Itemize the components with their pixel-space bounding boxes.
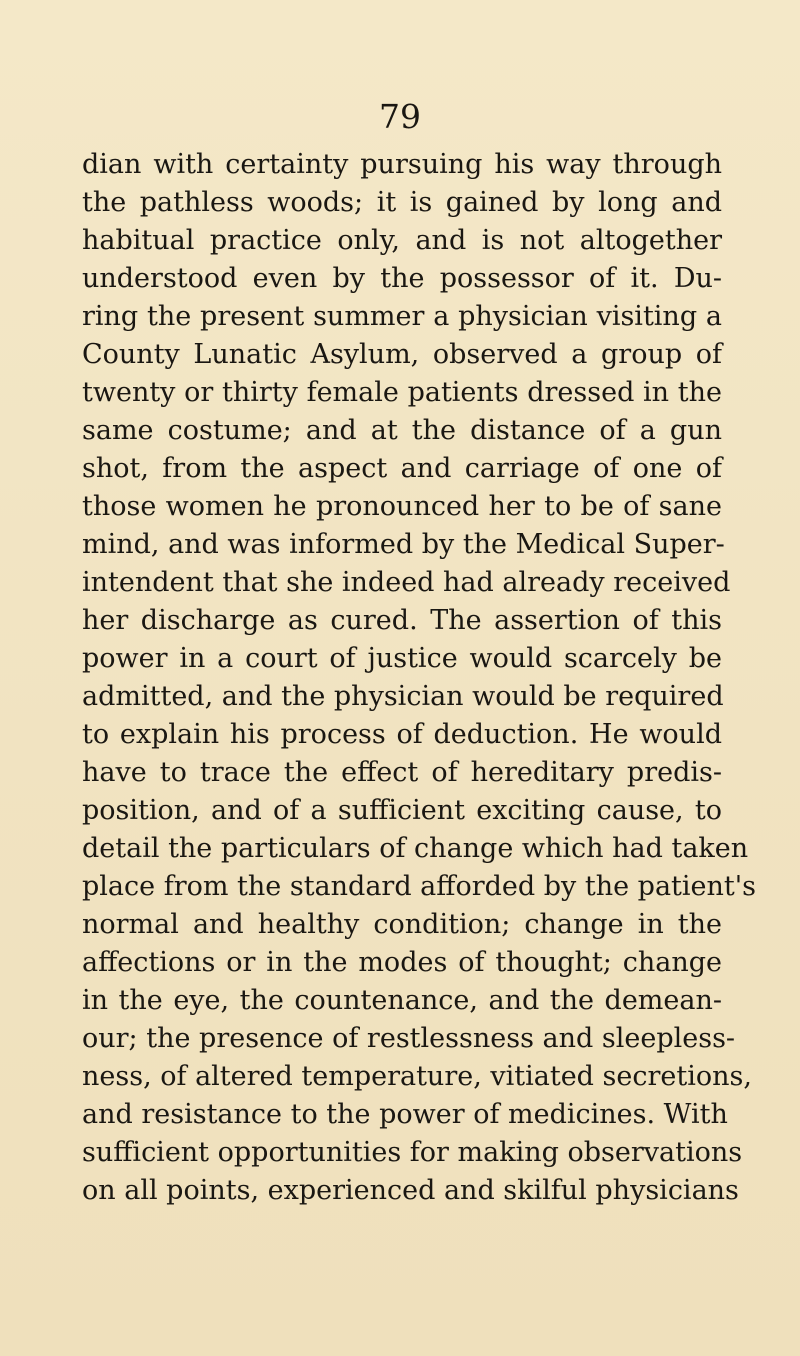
text-line: ring the present summer a physician visiting a (82, 301, 722, 332)
text-line: detail the particulars of change which had taken (82, 833, 749, 864)
text-line: affections or in the modes of thought; change (82, 947, 722, 978)
text-line: to explain his process of deduction. He would (82, 719, 722, 750)
text-line: ness, of altered temperature, vitiated secretions, (82, 1061, 752, 1092)
text-line: her discharge as cured. The assertion of this (82, 605, 722, 636)
text-line: dian with certainty pursuing his way through (82, 149, 722, 180)
page-number: 79 (379, 97, 421, 136)
text-line: normal and healthy condition; change in the (82, 909, 722, 940)
text-line: intendent that she indeed had already received (82, 567, 731, 598)
text-line: on all points, experienced and skilful physicians (82, 1175, 739, 1206)
text-line: sufficient opportunities for making observations (82, 1137, 743, 1168)
text-line: those women he pronounced her to be of sane (82, 491, 722, 522)
text-line: same costume; and at the distance of a gun (82, 415, 722, 446)
text-line: habitual practice only, and is not altogether (82, 225, 722, 256)
body-text (82, 146, 757, 1210)
text-line: County Lunatic Asylum, observed a group of (82, 339, 722, 370)
text-line: the pathless woods; it is gained by long and (82, 187, 722, 218)
text-line: mind, and was informed by the Medical Super- (82, 529, 725, 560)
text-line: admitted, and the physician would be required (82, 681, 724, 712)
text-line: in the eye, the countenance, and the demean- (82, 985, 722, 1016)
text-line: understood even by the possessor of it. Du- (82, 263, 722, 294)
text-line: have to trace the effect of hereditary predis- (82, 757, 722, 788)
text-line: position, and of a sufficient exciting cause, to (82, 795, 722, 826)
text-line: twenty or thirty female patients dressed in the (82, 377, 722, 408)
text-line: power in a court of justice would scarcely be (82, 643, 722, 674)
text-line: our; the presence of restlessness and sleepless- (82, 1023, 736, 1054)
text-line: and resistance to the power of medicines. With (82, 1099, 728, 1130)
text-line: shot, from the aspect and carriage of one of (82, 453, 722, 484)
text-line: place from the standard afforded by the patient's (82, 871, 757, 902)
